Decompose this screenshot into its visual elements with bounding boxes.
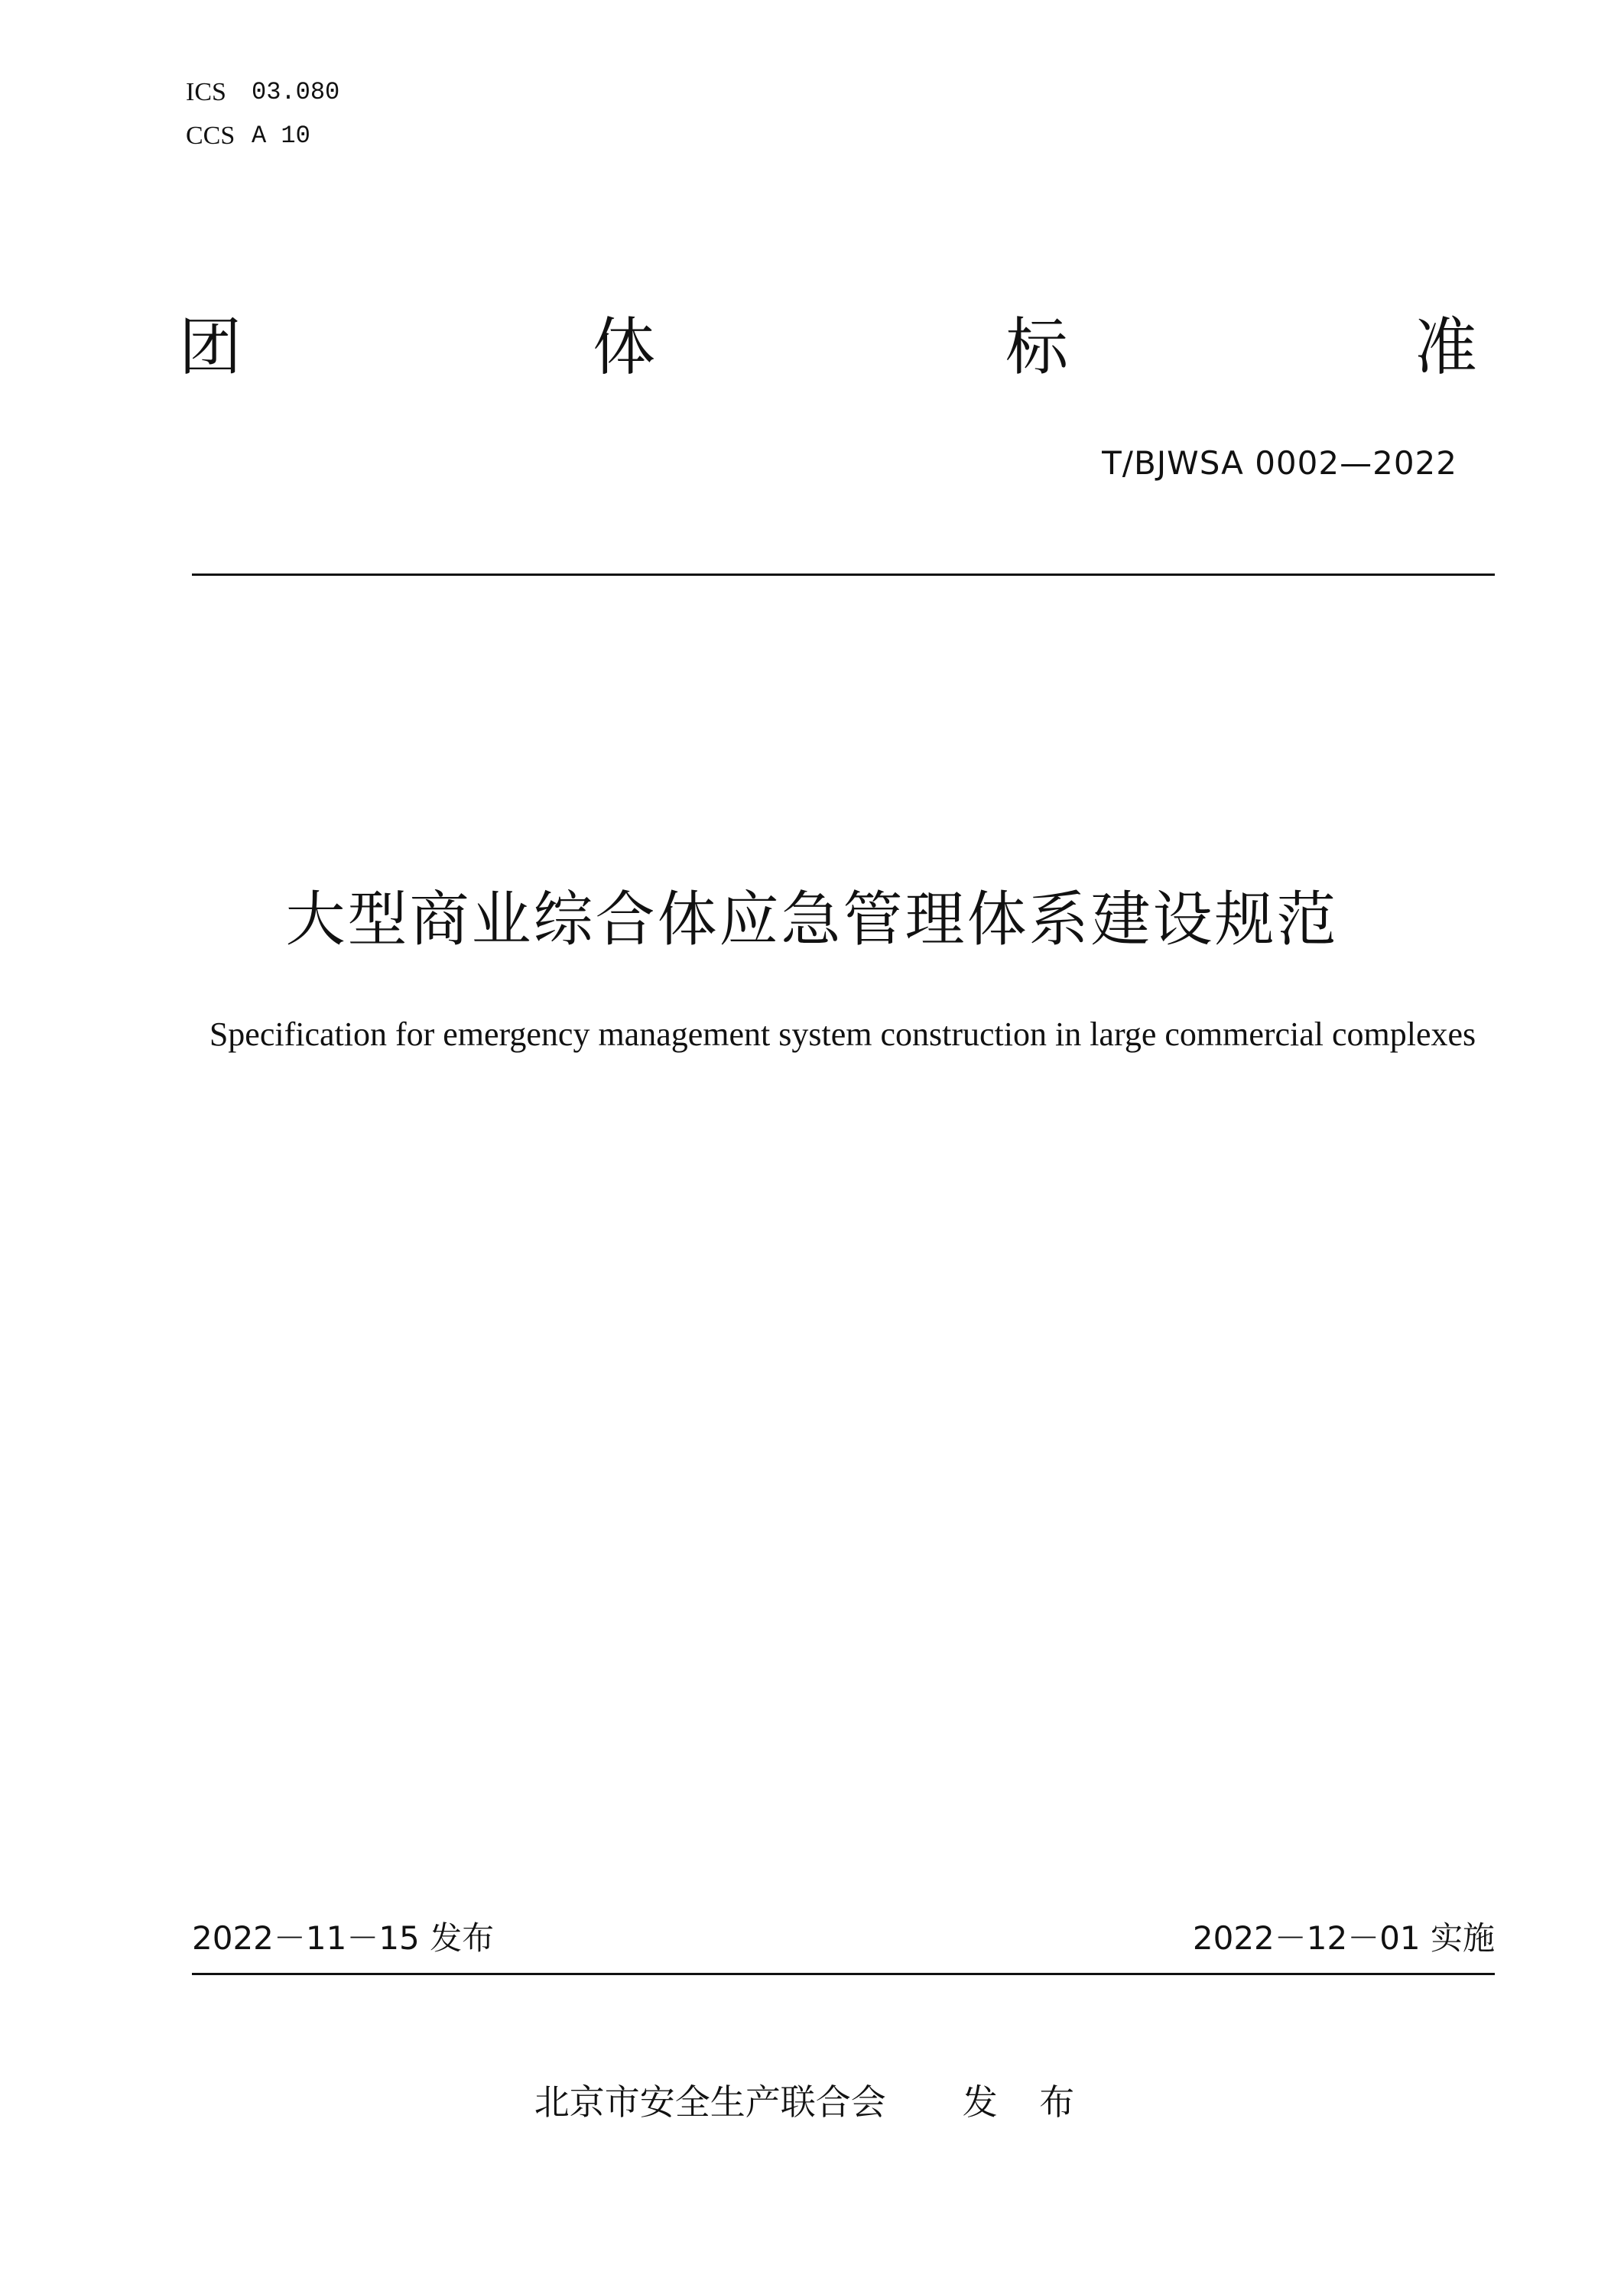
chinese-title: 大型商业综合体应急管理体系建设规范	[285, 885, 1339, 954]
ccs-classification	[186, 117, 310, 155]
publisher-line	[0, 2075, 1624, 2129]
implementation-date: 2022－12－01 实施	[1192, 1919, 1495, 1957]
standard-type-char-1: 团	[179, 311, 242, 384]
ics-classification	[186, 73, 339, 112]
ics-label: ICS	[186, 78, 226, 106]
publish-label: 发 布	[962, 2081, 1090, 2123]
standard-type-char-2: 体	[593, 311, 656, 384]
english-title: Specification for emergency management system construction in large commercial complexes	[209, 1015, 1476, 1053]
ccs-value: A 10	[252, 122, 310, 150]
standard-number: T/BJWSA 0002—2022	[1102, 444, 1457, 482]
top-divider	[192, 574, 1495, 576]
ccs-label: CCS	[186, 122, 235, 150]
standard-type-char-3: 标	[1005, 311, 1069, 384]
ics-value: 03.080	[252, 78, 340, 106]
publisher-name: 北京市安全生产联合会	[534, 2081, 886, 2123]
bottom-divider	[192, 1973, 1495, 1975]
issue-date: 2022－11－15 发布	[192, 1919, 495, 1957]
standard-type-char-4: 准	[1415, 311, 1478, 384]
